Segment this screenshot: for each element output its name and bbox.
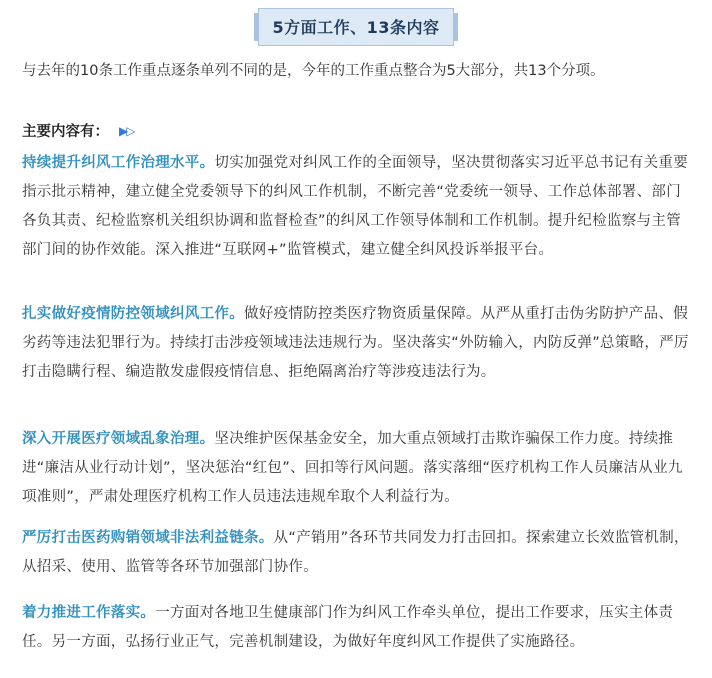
section-lead: 深入开展医疗领域乱象治理。 — [22, 431, 215, 447]
content-section-1 — [22, 149, 694, 265]
main-content-label — [22, 120, 133, 141]
section-body: 做好疫情防控类医疗物资质量保障。从严从重打击伪劣防护产品、假劣药等违法犯罪行为。持续打击涉疫领域违法违规行为。坚决落实“外防输入，内防反弹”总策略，严厉打击隐瞒行程、编造散发虚假疫情信息、拒绝隔离治疗等涉疫违法行为。 — [22, 306, 689, 380]
section-title: 5方面工作、13条内容 — [258, 8, 455, 46]
main-content-label-text: 主要内容有： — [22, 124, 109, 140]
content-section-3 — [22, 425, 694, 512]
section-body: 坚决维护医保基金安全，加大重点领域打击欺诈骗保工作力度。持续推进“廉洁从业行动计划”，坚决惩治“红包”、回扣等行风问题。落实落细“医疗机构工作人员廉洁从业九项准则”，严肃处理医疗机构工作人员违法违规牟取个人利益行为。 — [22, 431, 683, 505]
content-section-4 — [22, 524, 694, 582]
section-body: 切实加强党对纠风工作的全面领导，坚决贯彻落实习近平总书记有关重要指示批示精神，建立健全党委领导下的纠风工作机制，不断完善“党委统一领导、工作总体部署、部门各负其责、纪检监察机关组织协调和监督检查”的纠风工作领导体制和工作机制。提升纪检监察与主管部门间的协作效能。深入推进“互联网+”监管模式，建立健全纠风投诉举报平台。 — [22, 155, 689, 258]
double-triangle-right-icon: ▶▷ — [119, 123, 134, 138]
section-lead: 扎实做好疫情防控领域纠风工作。 — [22, 306, 244, 322]
intro-paragraph: 与去年的10条工作重点逐条单列不同的是，今年的工作重点整合为5大部分，共13个分项。 — [22, 63, 605, 79]
header — [0, 8, 712, 46]
content-section-5 — [22, 599, 694, 657]
section-lead: 持续提升纠风工作治理水平。 — [22, 155, 215, 171]
content-section-2 — [22, 300, 694, 387]
section-body: 从“产销用”各环节共同发力打击回扣。探索建立长效监管机制，从招采、使用、监管等各环节加强部门协作。 — [22, 530, 689, 575]
section-body: 一方面对各地卫生健康部门作为纠风工作牵头单位，提出工作要求，压实主体责任。另一方面，弘扬行业正气，完善机制建设，为做好年度纠风工作提供了实施路径。 — [22, 605, 674, 650]
section-lead: 着力推进工作落实。 — [22, 605, 156, 621]
section-lead: 严厉打击医药购销领域非法利益链条。 — [22, 530, 274, 546]
